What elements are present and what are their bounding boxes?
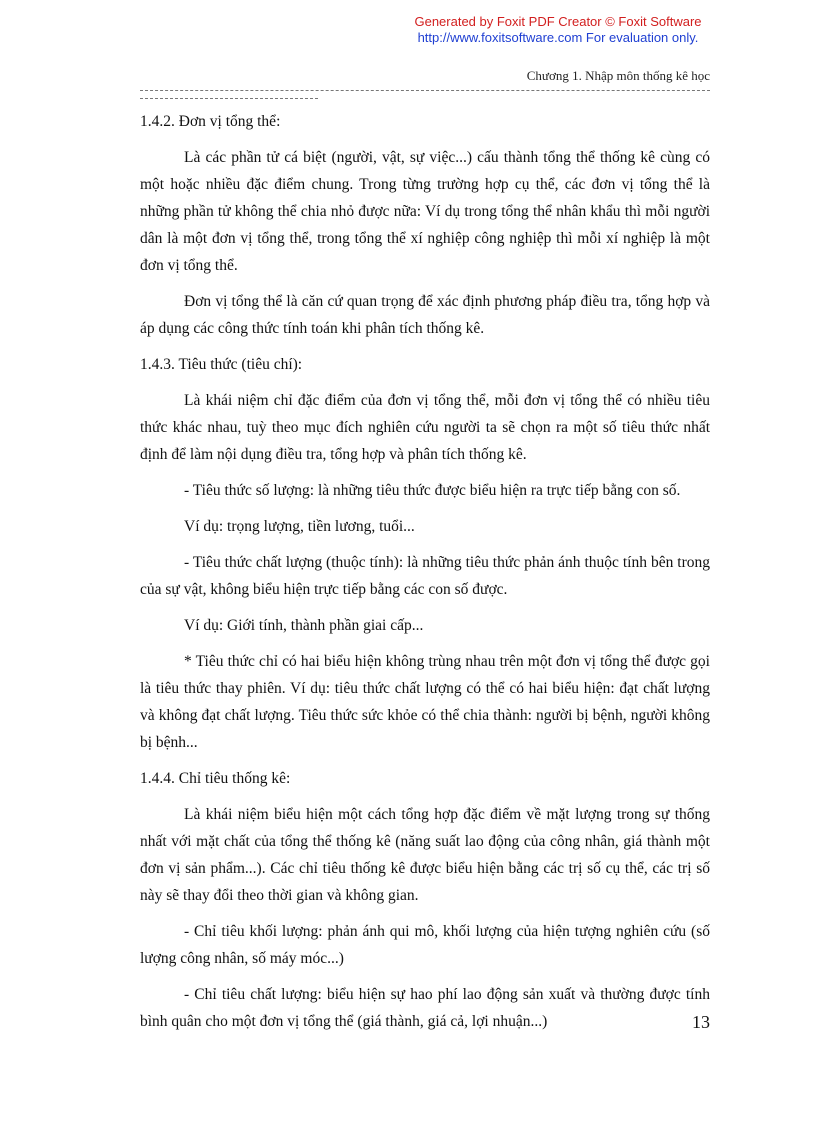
paragraph: - Tiêu thức chất lượng (thuộc tính): là những tiêu thức phản ánh thuộc tính bên trong của sự vật, không biểu hiện trực tiếp bằng các con số được. [140,554,710,598]
section-heading: 1.4.2. Đơn vị tổng thể: [140,113,281,130]
paragraph: Ví dụ: trọng lượng, tiền lương, tuổi... [184,518,415,535]
paragraph: Là các phần tử cá biệt (người, vật, sự việc...) cấu thành tổng thể thống kê cùng có một hoặc nhiều đặc điểm chung. Trong từng trường hợp cụ thể, các đơn vị tổng thể là những phần tử không thể chia nhỏ được nữa: Ví dụ trong tổng thể nhân khẩu thì mỗi người dân là một đơn vị tổng thể, trong tổng thể xí nghiệp công nghiệp thì mỗi xí nghiệp là một đơn vị tổng thể. [140,149,710,274]
section-heading: 1.4.4. Chỉ tiêu thống kê: [140,770,291,787]
watermark-line-1: Generated by Foxit PDF Creator © Foxit Software [414,14,702,29]
running-head: Chương 1. Nhập môn thống kê học [526,68,710,83]
paragraph: - Tiêu thức số lượng: là những tiêu thức được biểu hiện ra trực tiếp bằng con số. [184,482,681,499]
paragraph: Là khái niệm chỉ đặc điểm của đơn vị tổng thể, mỗi đơn vị tổng thể có nhiều tiêu thức khác nhau, tuỳ theo mục đích nghiên cứu người ta sẽ chọn ra một số tiêu thức nhất định để làm nội dụng điều tra, tổng hợp và phân tích thống kê. [140,392,710,463]
paragraph: Ví dụ: Giới tính, thành phần giai cấp... [184,617,424,634]
page-number: 13 [692,1012,710,1032]
header-rule [140,90,710,91]
page-content [140,108,710,1044]
watermark-line-2: http://www.foxitsoftware.com For evaluation only. [417,30,699,45]
paragraph: Đơn vị tổng thể là căn cứ quan trọng để xác định phương pháp điều tra, tổng hợp và áp dụng các công thức tính toán khi phân tích thống kê. [140,293,710,337]
paragraph: * Tiêu thức chỉ có hai biểu hiện không trùng nhau trên một đơn vị tổng thể được gọi là tiêu thức thay phiên. Ví dụ: tiêu thức chất lượng có thể có hai biểu hiện: đạt chất lượng và không đạt chất lượng. Tiêu thức sức khỏe có thể chia thành: người bị bệnh, người không bị bệnh... [140,653,710,751]
paragraph: - Chỉ tiêu chất lượng: biểu hiện sự hao phí lao động sản xuất và thường được tính bình quân cho một đơn vị tổng thể (giá thành, giá cả, lợi nhuận...) [140,986,710,1030]
foxit-watermark [408,14,708,46]
paragraph: - Chỉ tiêu khối lượng: phản ánh qui mô, khối lượng của hiện tượng nghiên cứu (số lượng công nhân, số máy móc...) [140,923,710,967]
section-heading: 1.4.3. Tiêu thức (tiêu chí): [140,356,303,373]
paragraph: Là khái niệm biểu hiện một cách tổng hợp đặc điểm về mặt lượng trong sự thống nhất với mặt chất của tổng thể thống kê (năng suất lao động của công nhân, giá thành một đơn vị sản phẩm...). Các chỉ tiêu thống kê được biểu hiện bằng các trị số cụ thể, các trị số này sẽ thay đổi theo thời gian và không gian. [140,806,710,904]
header-rule-short [140,98,318,99]
